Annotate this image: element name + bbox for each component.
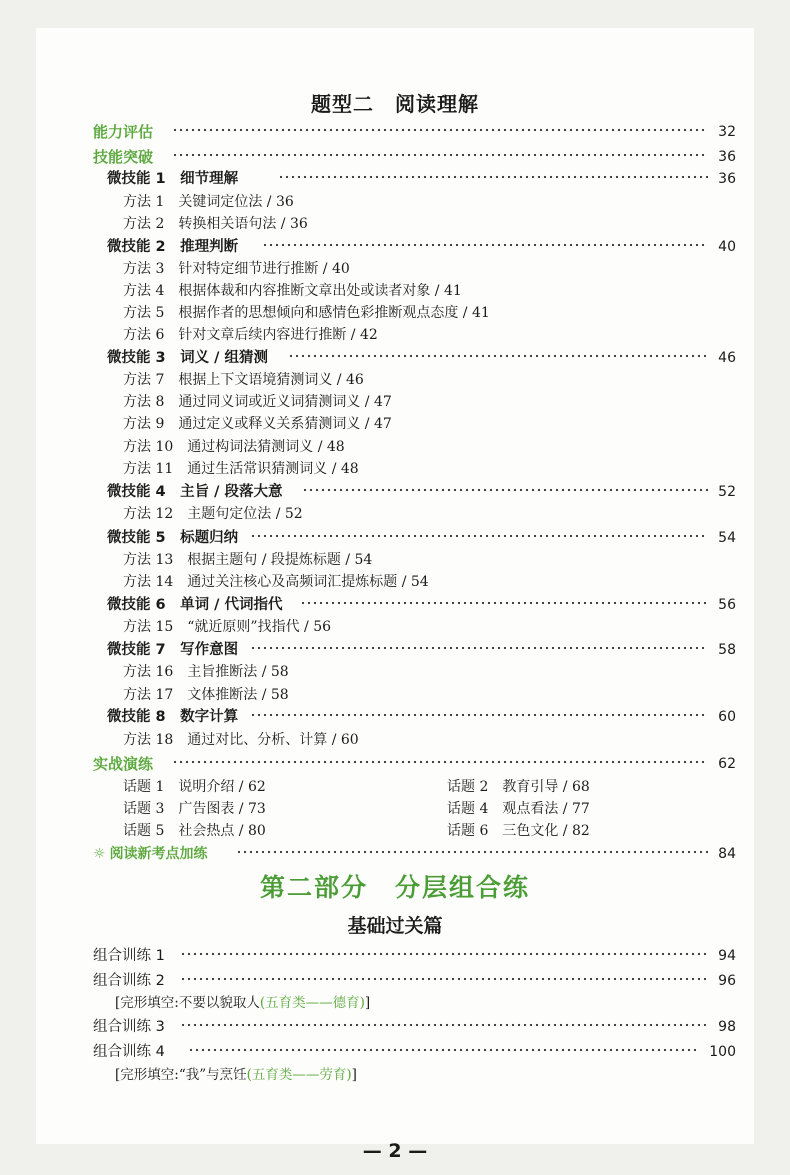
method-text: 方法 16 主旨推断法 / 58	[123, 664, 289, 680]
toc-entry-skill-4[interactable]	[0, 481, 790, 503]
toc-method[interactable]	[0, 684, 790, 706]
toc-entry-combo-2[interactable]	[0, 970, 790, 992]
toc-label: 实战演练	[93, 755, 154, 773]
leader-dots	[180, 976, 708, 982]
page-number: 36	[718, 171, 736, 187]
toc-method[interactable]	[0, 302, 790, 324]
toc-entry-practice[interactable]	[0, 753, 790, 775]
toc-method[interactable]	[0, 391, 790, 413]
page-number: 52	[718, 484, 736, 500]
toc-method[interactable]	[0, 661, 790, 683]
toc-label: 组合训练 2	[93, 973, 165, 989]
method-text: 方法 4 根据体裁和内容推断文章出处或读者对象 / 41	[123, 283, 462, 299]
leader-dots	[288, 353, 708, 359]
note-text	[115, 1064, 357, 1086]
toc-label: 微技能 3 词义 / 组猜测	[107, 350, 269, 366]
topic-row	[0, 820, 790, 842]
leader-dots	[262, 242, 708, 248]
page-number: 32	[718, 124, 736, 140]
topic-item[interactable]: 话题 2 教育引导 / 68	[447, 779, 590, 795]
toc-label: 微技能 7 写作意图	[107, 642, 239, 658]
toc-method[interactable]	[0, 571, 790, 593]
method-text: 方法 1 关键词定位法 / 36	[123, 194, 294, 210]
toc-label: 微技能 5 标题归纳	[107, 530, 239, 546]
method-text: 方法 3 针对特定细节进行推断 / 40	[123, 261, 350, 277]
method-text: 方法 7 根据上下文语境猜测词义 / 46	[123, 372, 364, 388]
topic-row	[0, 798, 790, 820]
toc-entry-ability[interactable]	[0, 121, 790, 143]
toc-entry-skill-2[interactable]	[0, 236, 790, 258]
toc-label: 微技能 1 细节理解	[107, 171, 239, 187]
sun-icon: ☼	[93, 846, 106, 862]
toc-method[interactable]	[0, 503, 790, 525]
method-text: 方法 9 通过定义或释义关系猜测词义 / 47	[123, 416, 392, 432]
leader-dots	[180, 951, 708, 957]
note-prefix: [完形填空:不要以貌取人	[115, 995, 260, 1011]
method-text: 方法 15 “就近原则”找指代 / 56	[123, 619, 332, 635]
toc-entry-skill-3[interactable]	[0, 347, 790, 369]
leader-dots	[180, 1022, 708, 1028]
page-number: 96	[718, 973, 736, 989]
toc-label: 微技能 4 主旨 / 段落大意	[107, 484, 283, 500]
method-text: 方法 12 主题句定位法 / 52	[123, 506, 303, 522]
note-tag: (五育类——德育)	[259, 995, 365, 1011]
toc-method[interactable]	[0, 324, 790, 346]
toc-method[interactable]	[0, 549, 790, 571]
toc-method[interactable]	[0, 258, 790, 280]
topic-item[interactable]: 话题 3 广告图表 / 73	[123, 801, 266, 817]
toc-method[interactable]	[0, 191, 790, 213]
method-text: 方法 18 通过对比、分析、计算 / 60	[123, 732, 359, 748]
page-number: 98	[718, 1019, 736, 1035]
toc-label: 能力评估	[93, 123, 154, 141]
toc-label: 技能突破	[93, 148, 154, 166]
toc-entry-skill-5[interactable]	[0, 527, 790, 549]
toc-method[interactable]	[0, 616, 790, 638]
toc-entry-extra[interactable]	[0, 843, 790, 865]
page-number: 54	[718, 530, 736, 546]
leader-dots	[250, 533, 708, 539]
leader-dots	[250, 645, 708, 651]
toc-method[interactable]	[0, 413, 790, 435]
toc-method[interactable]	[0, 458, 790, 480]
method-text: 方法 13 根据主题句 / 段提炼标题 / 54	[123, 552, 373, 568]
leader-dots	[236, 849, 708, 855]
toc-entry-skill-7[interactable]	[0, 639, 790, 661]
toc-label: 组合训练 1	[93, 948, 165, 964]
note-prefix: [完形填空:“我”与烹饪	[115, 1067, 247, 1083]
leader-dots	[172, 152, 708, 158]
topic-row	[0, 776, 790, 798]
toc-label: 阅读新考点加练	[109, 846, 208, 862]
page-number: 40	[718, 239, 736, 255]
leader-dots	[172, 127, 708, 133]
toc-entry-skills[interactable]	[0, 146, 790, 168]
topic-item[interactable]: 话题 1 说明介绍 / 62	[123, 779, 266, 795]
toc-label-wrap	[93, 843, 208, 865]
method-text: 方法 11 通过生活常识猜测词义 / 48	[123, 461, 359, 477]
method-text: 方法 17 文体推断法 / 58	[123, 687, 289, 703]
toc-note	[0, 1064, 790, 1086]
toc-entry-combo-1[interactable]	[0, 945, 790, 967]
method-text: 方法 5 根据作者的思想倾向和感情色彩推断观点态度 / 41	[123, 305, 490, 321]
method-text: 方法 10 通过构词法猜测词义 / 48	[123, 439, 345, 455]
toc-entry-skill-1[interactable]	[0, 168, 790, 190]
toc-label: 微技能 2 推理判断	[107, 239, 239, 255]
toc-label: 组合训练 4	[93, 1044, 165, 1060]
leader-dots	[250, 712, 708, 718]
topic-item[interactable]: 话题 5 社会热点 / 80	[123, 823, 266, 839]
method-text: 方法 6 针对文章后续内容进行推断 / 42	[123, 327, 378, 343]
toc-entry-combo-4[interactable]	[0, 1041, 790, 1063]
leader-dots	[302, 487, 708, 493]
method-text: 方法 2 转换相关语句法 / 36	[123, 216, 308, 232]
note-text	[115, 992, 370, 1014]
leader-dots	[300, 600, 708, 606]
toc-method[interactable]	[0, 369, 790, 391]
page-number: 60	[718, 709, 736, 725]
page-number: 62	[718, 756, 736, 772]
page-number: 36	[718, 149, 736, 165]
toc-entry-skill-6[interactable]	[0, 594, 790, 616]
page-number: 100	[709, 1044, 736, 1060]
toc-note	[0, 992, 790, 1014]
leader-dots	[188, 1047, 696, 1053]
page-footer-number: — 2 —	[362, 1140, 428, 1162]
part-subtitle: 基础过关篇	[347, 915, 443, 937]
note-tag: (五育类——劳育)	[246, 1067, 352, 1083]
method-text: 方法 14 通过关注核心及高频词汇提炼标题 / 54	[123, 574, 429, 590]
leader-dots	[278, 174, 708, 180]
toc-method[interactable]	[0, 729, 790, 751]
section-title: 题型二 阅读理解	[311, 92, 479, 116]
toc-label: 微技能 6 单词 / 代词指代	[107, 597, 283, 613]
page-number: 56	[718, 597, 736, 613]
toc-method[interactable]	[0, 213, 790, 235]
toc-method[interactable]	[0, 436, 790, 458]
page-number: 58	[718, 642, 736, 658]
toc-label: 微技能 8 数字计算	[107, 709, 239, 725]
method-text: 方法 8 通过同义词或近义词猜测词义 / 47	[123, 394, 392, 410]
page-number: 94	[718, 948, 736, 964]
toc-method[interactable]	[0, 280, 790, 302]
toc-entry-skill-8[interactable]	[0, 706, 790, 728]
note-suffix: ]	[364, 995, 371, 1011]
topic-item[interactable]: 话题 4 观点看法 / 77	[447, 801, 590, 817]
toc-label: 组合训练 3	[93, 1019, 165, 1035]
note-suffix: ]	[351, 1067, 357, 1083]
page-number: 84	[718, 846, 736, 862]
leader-dots	[172, 759, 708, 765]
topic-item[interactable]: 话题 6 三色文化 / 82	[447, 823, 590, 839]
toc-entry-combo-3[interactable]	[0, 1016, 790, 1038]
page-number: 46	[718, 350, 736, 366]
part-title: 第二部分 分层组合练	[259, 873, 530, 902]
